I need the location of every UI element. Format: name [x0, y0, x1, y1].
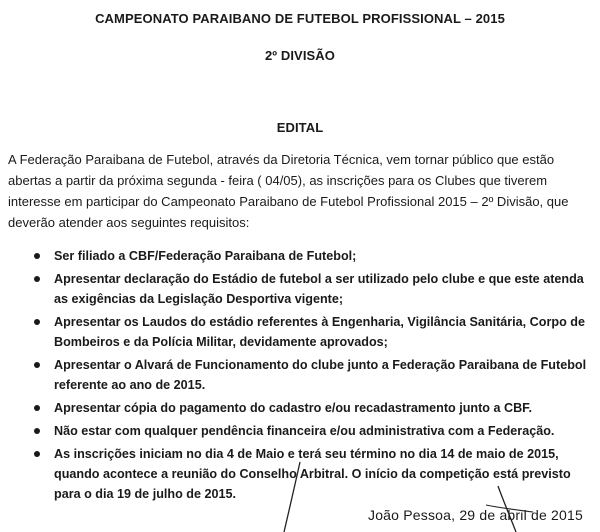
bullet-icon	[34, 319, 40, 325]
division-title: 2º DIVISÃO	[264, 48, 336, 63]
championship-title: CAMPEONATO PARAIBANO DE FUTEBOL PROFISSIONAL – 2015	[95, 11, 505, 26]
requirement-text: As inscrições iniciam no dia 4 de Maio e terá seu término no dia 14 de maio de 2015, quando acontece a reunião do Conselho Arbitral. O início da competição está previsto para o dia 19 de julho de 2015.	[54, 447, 571, 501]
bullet-icon	[34, 428, 40, 434]
requirement-item	[0, 444, 600, 504]
requirements-list	[0, 246, 600, 507]
requirement-text: Ser filiado a CBF/Federação Paraibana de Futebol;	[54, 249, 357, 263]
requirement-item	[0, 246, 600, 266]
requirement-text: Apresentar declaração do Estádio de futebol a ser utilizado pelo clube e que este atenda as exigências da Legislação Desportiva vigente;	[54, 272, 584, 306]
requirement-text: Apresentar o Alvará de Funcionamento do clube junto a Federação Paraibana de Futebol referente ao ano de 2015.	[54, 358, 587, 392]
requirement-item	[0, 355, 600, 395]
bullet-icon	[34, 276, 40, 282]
intro-paragraph: A Federação Paraibana de Futebol, através da Diretoria Técnica, vem tornar público que estão abertas a partir da próxima segunda - feira ( 04/05), as inscrições para os Clubes que tiverem interesse em participar do Campeonato Paraibano de Futebol Profissional 2015 – 2º Divisão, que deverão atender aos seguintes requisitos:	[8, 152, 569, 230]
requirement-item	[0, 398, 600, 418]
place-date: João Pessoa, 29 de abril de 2015	[368, 507, 583, 523]
requirement-text: Apresentar cópia do pagamento do cadastro e/ou recadastramento junto a CBF.	[54, 401, 532, 415]
requirement-item	[0, 421, 600, 441]
bullet-icon	[34, 253, 40, 259]
bullet-icon	[34, 405, 40, 411]
bullet-icon	[34, 362, 40, 368]
requirement-item	[0, 312, 600, 352]
requirement-text: Apresentar os Laudos do estádio referentes à Engenharia, Vigilância Sanitária, Corpo de Bombeiros e da Polícia Militar, devidamente aprovados;	[54, 315, 585, 349]
edital-heading: EDITAL	[276, 120, 324, 135]
requirement-text: Não estar com qualquer pendência financeira e/ou administrativa com a Federação.	[54, 424, 555, 438]
bullet-icon	[34, 451, 40, 457]
requirement-item	[0, 269, 600, 309]
